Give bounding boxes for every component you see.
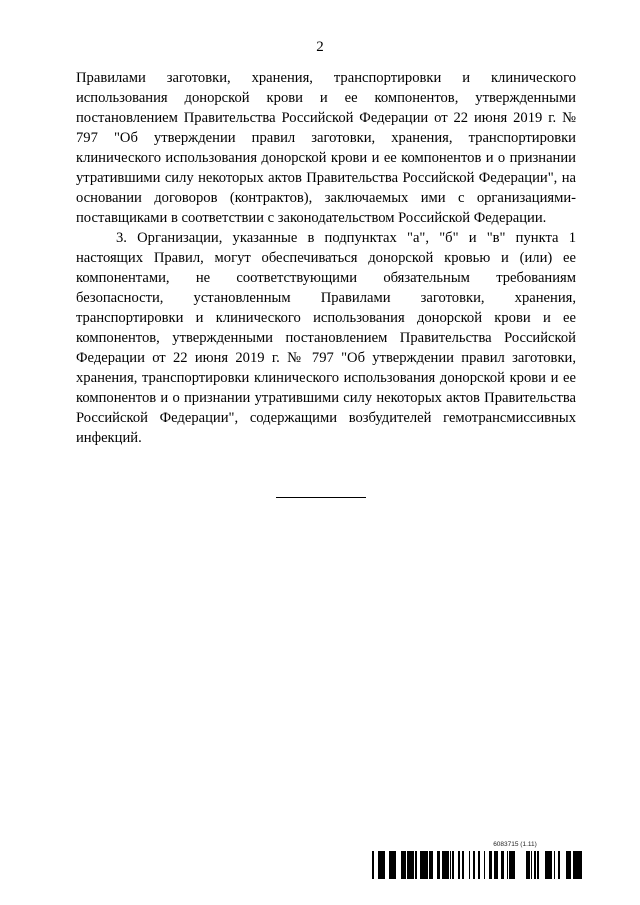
page-number: 2 <box>316 39 324 55</box>
document-code: 6083715 (1.11) <box>493 841 537 848</box>
paragraph-item-3: 3. Организации, указанные в подпунктах "а", "б" и "в" пункта 1 настоящих Правил, могут обеспечиваться донорской кровью и (или) ее компонентами, не соответствующими обязательным требованиям безопасности, установленным Правилами заготовки, хранения, транспортировки и клинического использования донорской крови и ее компонентов, утвержденными постановлением Правительства Российской Федерации от 22 июня 2019 г. № 797 "Об утверждении правил заготовки, хранения, транспортировки клинического использования донорской крови и ее компонентов и о признании утратившими силу некоторых актов Правительства Российской Федерации", содержащими возбудителей гемотрансмиссивных инфекций. <box>76 230 576 446</box>
end-separator-line <box>276 497 366 498</box>
document-body <box>76 68 576 448</box>
paragraph-continuation: Правилами заготовки, хранения, транспортировки и клинического использования донорской крови и ее компонентов, утвержденными постановлением Правительства Российской Федерации от 22 июня 2019 г. № 797 "Об утверждении правил заготовки, хранения, транспортировки клинического использования донорской крови и ее компонентов и о признании утратившими силу некоторых актов Правительства Российской Федерации", на основании договоров (контрактов), заключаемых ими с организациями-поставщиками в соответствии с законодательством Российской Федерации. <box>76 70 576 226</box>
barcode-icon <box>372 851 582 879</box>
